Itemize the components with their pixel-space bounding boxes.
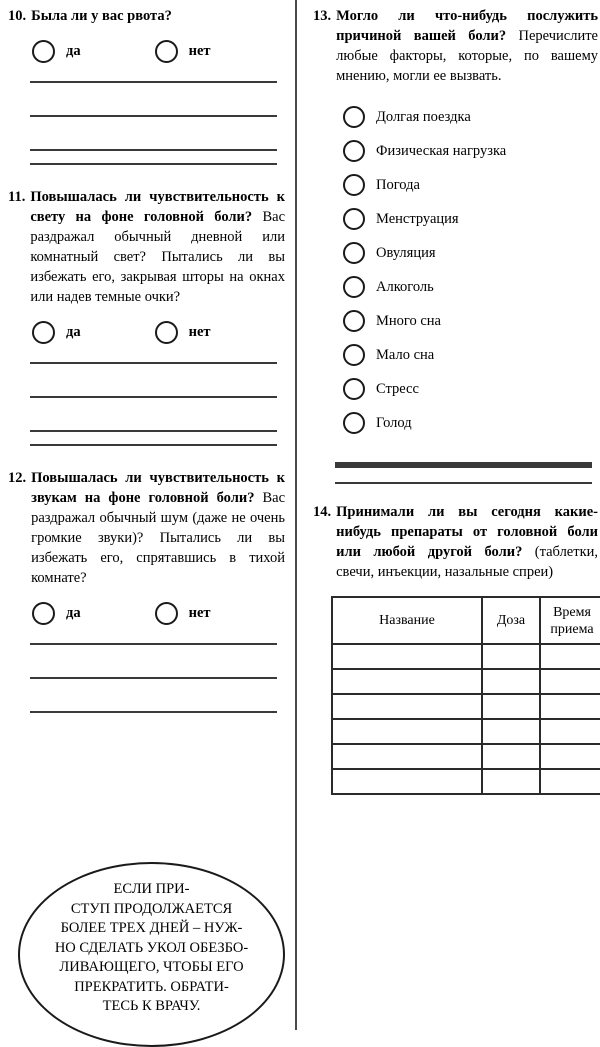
cell-dose[interactable]: [482, 744, 540, 769]
question-13-option[interactable]: [343, 134, 598, 168]
cell-name[interactable]: [332, 694, 482, 719]
question-11-no-label: нет: [188, 324, 211, 340]
question-11-tail: Вас раздражал обычный дневной или комнатный свет? Пытались ли вы избежать его, закрывая шторы на окнах или надев темные очки?: [30, 209, 286, 305]
radio-circle-icon[interactable]: [343, 174, 365, 196]
question-14-tail: (таблетки, свечи, инъекции, назальные спреи): [336, 544, 599, 580]
advice-line: ПРЕКРАТИТЬ. ОБРАТИ-: [74, 978, 229, 995]
question-11: [8, 187, 285, 307]
write-line[interactable]: [30, 81, 277, 83]
question-13-option[interactable]: [343, 202, 598, 236]
question-11-option-no[interactable]: [155, 321, 211, 344]
question-12-option-no[interactable]: [155, 602, 211, 625]
radio-circle-icon[interactable]: [343, 208, 365, 230]
advice-line: ЛИВАЮЩЕГО, ЧТОБЫ ЕГО: [59, 959, 244, 975]
section-separator: [30, 444, 277, 446]
question-13-option-label: Голод: [376, 414, 412, 431]
right-column: [305, 0, 600, 795]
question-13-option-label: Мало сна: [376, 346, 435, 363]
question-13-option-label: Погода: [376, 176, 420, 193]
radio-circle-icon[interactable]: [343, 412, 365, 434]
cell-name[interactable]: [332, 644, 482, 669]
cell-name[interactable]: [332, 744, 482, 769]
question-13-option[interactable]: [343, 338, 598, 372]
question-14-lead: Принимали ли вы сегодня какие-нибудь препараты от головной боли или любой другой боли?: [336, 504, 598, 560]
question-13-option[interactable]: [343, 372, 598, 406]
advice-line: ТЕСЬ К ВРАЧУ.: [102, 998, 201, 1014]
section-separator: [30, 163, 277, 165]
question-13-option-label: Много сна: [376, 312, 441, 329]
advice-callout: [18, 862, 285, 1047]
write-line[interactable]: [30, 362, 277, 364]
radio-circle-icon[interactable]: [343, 310, 365, 332]
question-10-answer-options: [8, 40, 285, 63]
radio-circle-icon[interactable]: [343, 378, 365, 400]
question-13-option[interactable]: [343, 270, 598, 304]
question-10-lead: Была ли у вас рвота?: [31, 8, 172, 24]
table-row[interactable]: [332, 769, 600, 794]
question-12-option-yes[interactable]: [32, 602, 81, 625]
radio-circle-icon[interactable]: [155, 321, 178, 344]
question-10-answer-lines: [8, 81, 285, 151]
question-12-tail: Вас раздражал обычный шум (даже не очень громкие звуки)? Пытались ли вы избежать его, спрятавшись в тихой комнате?: [31, 490, 285, 586]
advice-line: СТУП ПРОДОЛЖАЕТСЯ: [70, 900, 233, 917]
write-line[interactable]: [30, 643, 277, 645]
question-10-text: [31, 6, 285, 26]
question-14: [313, 502, 598, 582]
cell-name[interactable]: [332, 769, 482, 794]
question-10-yes-label: да: [66, 43, 81, 59]
table-row[interactable]: [332, 744, 600, 769]
question-11-text: [30, 187, 285, 307]
question-13-option-list: [313, 100, 598, 440]
question-11-lead: Повышалась ли чувствительность к свету на фоне головной боли?: [30, 189, 285, 225]
cell-time[interactable]: [540, 719, 600, 744]
advice-line: ЕСЛИ ПРИ-: [113, 881, 190, 897]
question-10-number: 10.: [8, 8, 27, 24]
question-13-option[interactable]: [343, 406, 598, 440]
question-10-option-yes[interactable]: [32, 40, 81, 63]
radio-circle-icon[interactable]: [343, 276, 365, 298]
question-13-option[interactable]: [343, 236, 598, 270]
cell-time[interactable]: [540, 669, 600, 694]
question-13-option-label: Физическая нагрузка: [376, 142, 507, 159]
section-separator: [335, 482, 592, 484]
table-row[interactable]: [332, 644, 600, 669]
column-divider: [295, 0, 297, 1030]
cell-name[interactable]: [332, 669, 482, 694]
question-12-text: [31, 468, 285, 588]
radio-circle-icon[interactable]: [32, 40, 55, 63]
cell-time[interactable]: [540, 694, 600, 719]
write-line[interactable]: [30, 711, 277, 713]
question-10-option-no[interactable]: [155, 40, 211, 63]
radio-circle-icon[interactable]: [155, 40, 178, 63]
question-10: [8, 6, 285, 26]
question-13-option[interactable]: [343, 168, 598, 202]
question-11-number: 11.: [8, 189, 26, 205]
question-12-number: 12.: [8, 470, 27, 486]
left-column: [0, 0, 295, 713]
medication-table: [331, 596, 600, 795]
question-13: [313, 6, 598, 86]
question-13-option-label: Алкоголь: [376, 278, 434, 295]
question-13-answer-lines: [313, 462, 598, 468]
question-14-number: 14.: [313, 504, 332, 520]
advice-line: БОЛЕЕ ТРЕХ ДНЕЙ – НУЖ-: [60, 920, 243, 936]
question-13-option[interactable]: [343, 304, 598, 338]
question-12-lead: Повышалась ли чувствительность к звукам на фоне головной боли?: [31, 470, 285, 506]
cell-time[interactable]: [540, 769, 600, 794]
write-line[interactable]: [30, 396, 277, 398]
table-row[interactable]: [332, 694, 600, 719]
write-line[interactable]: [30, 677, 277, 679]
question-14-text: [336, 502, 598, 582]
question-13-option-label: Овуляция: [376, 244, 436, 261]
question-10-no-label: нет: [188, 43, 211, 59]
radio-circle-icon[interactable]: [343, 106, 365, 128]
radio-circle-icon[interactable]: [32, 321, 55, 344]
medication-table-header-time: Время приема: [540, 597, 600, 644]
question-12-no-label: нет: [188, 605, 211, 621]
question-12-answer-options: [8, 602, 285, 625]
medication-table-body: [332, 644, 600, 794]
cell-time[interactable]: [540, 744, 600, 769]
radio-circle-icon[interactable]: [32, 602, 55, 625]
cell-dose[interactable]: [482, 769, 540, 794]
table-row[interactable]: [332, 719, 600, 744]
cell-dose[interactable]: [482, 694, 540, 719]
write-line[interactable]: [30, 149, 277, 151]
question-11-answer-options: [8, 321, 285, 344]
question-13-lead: Могло ли что-нибудь послужить причиной вашей боли?: [336, 8, 598, 44]
medication-table-header-row: [332, 597, 600, 644]
cell-dose[interactable]: [482, 669, 540, 694]
question-13-text: [336, 6, 598, 86]
question-12-yes-label: да: [66, 605, 81, 621]
question-13-option-label: Менструация: [376, 210, 459, 227]
question-11-answer-lines: [8, 362, 285, 432]
radio-circle-icon[interactable]: [343, 140, 365, 162]
write-line[interactable]: [30, 115, 277, 117]
write-line[interactable]: [335, 466, 592, 468]
question-12-answer-lines: [8, 643, 285, 713]
advice-line: НО СДЕЛАТЬ УКОЛ ОБЕЗБО-: [54, 939, 249, 956]
radio-circle-icon[interactable]: [155, 602, 178, 625]
radio-circle-icon[interactable]: [343, 242, 365, 264]
medication-table-header-name: Название: [332, 597, 482, 644]
table-row[interactable]: [332, 669, 600, 694]
question-13-option[interactable]: [343, 100, 598, 134]
question-11-yes-label: да: [66, 324, 81, 340]
cell-time[interactable]: [540, 644, 600, 669]
cell-name[interactable]: [332, 719, 482, 744]
question-13-option-label: Долгая поездка: [376, 108, 471, 125]
cell-dose[interactable]: [482, 719, 540, 744]
question-12: [8, 468, 285, 588]
write-line[interactable]: [30, 430, 277, 432]
advice-callout-text: [18, 880, 285, 1017]
question-13-option-label: Стресс: [376, 380, 419, 397]
question-13-number: 13.: [313, 8, 332, 24]
radio-circle-icon[interactable]: [343, 344, 365, 366]
medication-table-header-dose: Доза: [482, 597, 540, 644]
question-13-tail: Перечислите любые факторы, которые, по вашему мнению, могли ее вызвать.: [336, 28, 598, 84]
question-11-option-yes[interactable]: [32, 321, 81, 344]
cell-dose[interactable]: [482, 644, 540, 669]
